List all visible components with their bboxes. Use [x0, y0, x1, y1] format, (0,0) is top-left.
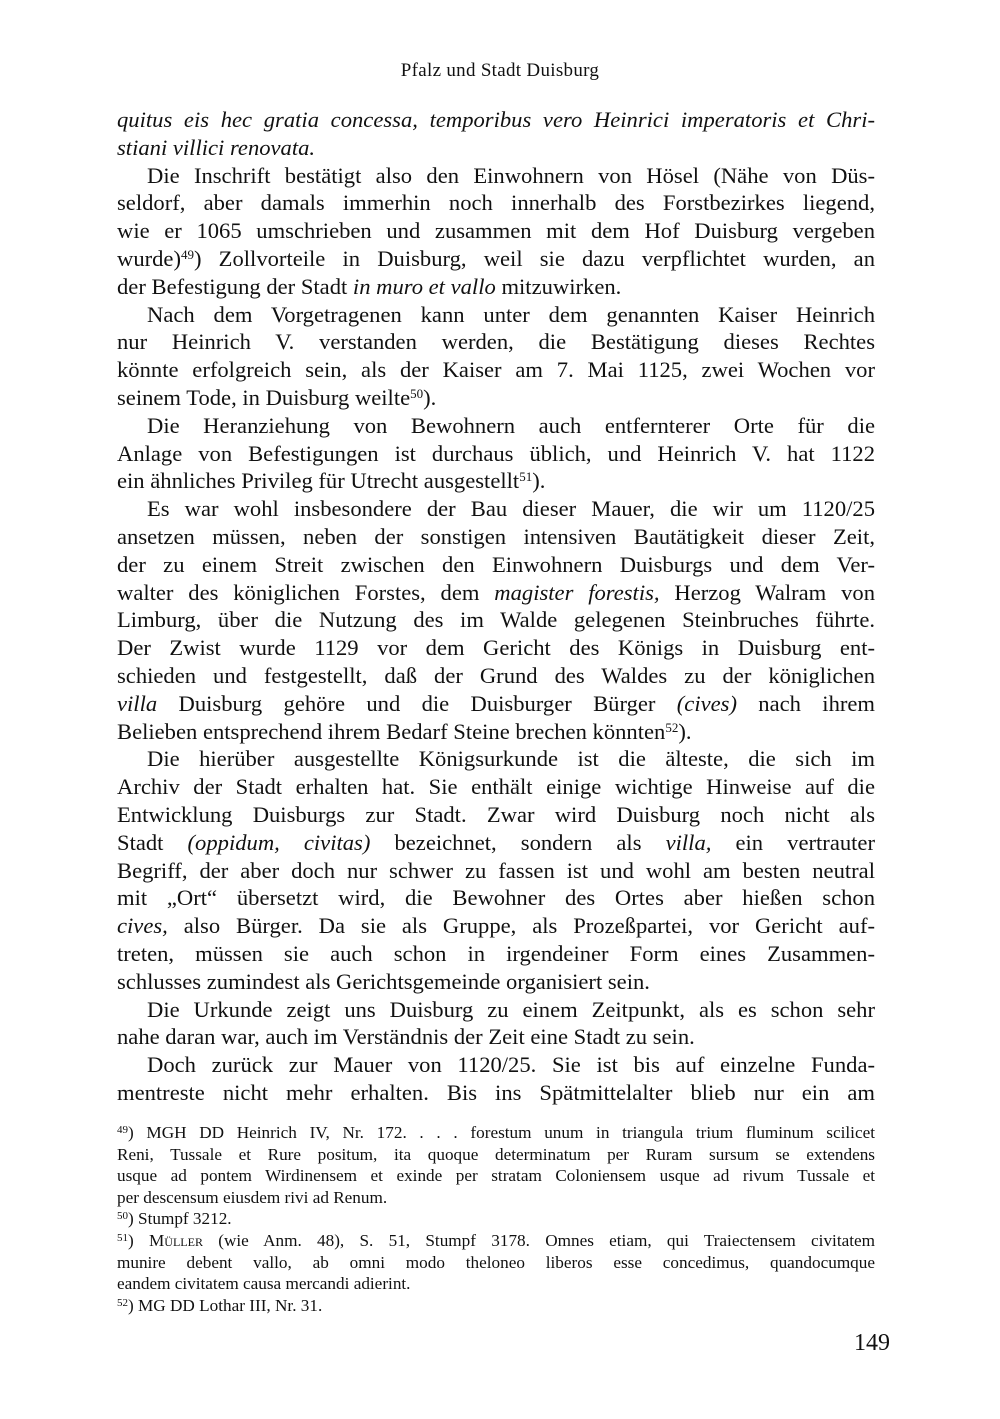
latin-phrase: cives,: [117, 913, 168, 939]
footnote-ref-52: 52: [665, 719, 679, 735]
footnote-52: [117, 1295, 875, 1317]
footnote-50: [117, 1208, 875, 1230]
text-fragment: Duisburg gehöre und die Duisburger Bürger: [157, 690, 677, 716]
text-fragment: ) Zollvorteile in Duisburg, weil sie dazu verpflichtet wurden, an: [194, 245, 875, 271]
text-fragment: Herzog Walram von: [659, 579, 875, 605]
text-line: [117, 718, 875, 746]
text-fragment: ein ähnliches Privileg für Utrecht ausgestellt: [117, 468, 520, 494]
text-line: nur Heinrich V. verstanden werden, die Bestätigung dieses Rechtes: [117, 329, 875, 355]
text-line: Der Zwist wurde 1129 vor dem Gericht des Königs in Duisburg ent-: [117, 635, 875, 661]
text-fragment: walter des königlichen Forstes, dem: [117, 579, 495, 605]
footnote-text: ) MGH DD Heinrich IV, Nr. 172. . . . forestum unum in triangula trium fluminum scilicet: [128, 1123, 875, 1142]
text-fragment: bezeichnet, sondern als: [370, 829, 666, 855]
footnotes: [117, 1122, 875, 1316]
text-fragment: also Bürger. Da sie als Gruppe, als Prozeßpartei, vor Gericht auf-: [167, 913, 875, 939]
text-line: stiani villici renovata.: [117, 134, 316, 160]
text-line: schieden und festgestellt, daß der Grund des Waldes zu der königlichen: [117, 662, 875, 688]
text-line: Archiv der Stadt erhalten hat. Sie enthält einige wichtige Hinweise auf die: [117, 774, 875, 800]
text-line: [117, 384, 875, 412]
text-line: Die Inschrift bestätigt also den Einwohnern von Hösel (Nähe von Düs-: [147, 162, 875, 188]
text-line: [117, 579, 875, 607]
text-line: Anlage von Befestigungen ist durchaus üblich, und Heinrich V. hat 1122: [117, 440, 875, 466]
text-fragment: ein vertrauter: [711, 829, 875, 855]
text-line: Nach dem Vorgetragenen kann unter dem genannten Kaiser Heinrich: [147, 301, 875, 327]
latin-phrase: (cives): [676, 690, 737, 716]
footnote-text: (wie Anm. 48), S. 51, Stumpf 3178. Omnes etiam, qui Traiectensem civitatem: [202, 1230, 875, 1250]
text-line: der zu einem Streit zwischen den Einwohnern Duisburgs und dem Ver-: [117, 551, 875, 577]
text-fragment: der Befestigung der Stadt: [117, 273, 353, 299]
footnote-number: 52: [117, 1296, 128, 1309]
footnote-line: munire debent vallo, ab omni modo theloneo liberos esse concedimus, quandocumque: [117, 1252, 875, 1272]
text-line: könnte erfolgreich sein, als der Kaiser am 7. Mai 1125, zwei Wochen vor: [117, 357, 875, 383]
text-fragment: wurde): [117, 245, 181, 271]
text-line: [117, 467, 875, 495]
text-line: mentreste nicht mehr erhalten. Bis ins Spätmittelalter blieb nur ein am: [117, 1079, 875, 1105]
text-line: Es war wohl insbesondere der Bau dieser Mauer, die wir um 1120/25: [147, 496, 875, 522]
text-line: Die Heranziehung von Bewohnern auch entfernterer Orte für die: [147, 412, 875, 438]
text-fragment: ).: [532, 468, 546, 494]
latin-phrase: in muro et vallo: [352, 273, 496, 299]
text-fragment: Belieben entsprechend ihrem Bedarf Steine brechen könnten: [117, 718, 666, 744]
text-line: Limburg, über die Nutzung des im Walde gelegenen Steinbruches führte.: [117, 607, 875, 633]
footnote-text: ) MG DD Lothar III, Nr. 31.: [128, 1295, 323, 1315]
text-line: treten, müssen sie auch schon in irgendeiner Form eines Zusammen-: [117, 940, 875, 966]
text-line: Die Urkunde zeigt uns Duisburg zu einem Zeitpunkt, als es schon sehr: [147, 996, 875, 1022]
footnote-number: 50: [117, 1210, 128, 1223]
main-text: [117, 106, 875, 1107]
text-line: Doch zurück zur Mauer von 1120/25. Sie ist bis auf einzelne Funda-: [147, 1052, 875, 1078]
latin-phrase: magister forestis,: [494, 579, 660, 605]
text-line: ansetzen müssen, neben der sonstigen intensiven Bautätigkeit dieser Zeit,: [117, 523, 875, 549]
text-line: Entwicklung Duisburgs zur Stadt. Zwar wird Duisburg noch nicht als: [117, 801, 875, 827]
page-number: 149: [854, 1330, 890, 1356]
text-fragment: ).: [678, 718, 692, 744]
latin-phrase: (oppidum, civitas): [187, 829, 371, 855]
text-line: [117, 273, 875, 301]
footnote-ref-49: 49: [181, 246, 194, 262]
text-fragment: seinem Tode, in Duisburg weilte: [117, 384, 411, 410]
text-fragment: ).: [423, 384, 437, 410]
text-line: schlusses zumindest als Gerichtsgemeinde organisiert sein.: [117, 968, 650, 994]
footnote-line: Reni, Tussale et Rure positum, ita quoque determinatum per Ruram sursum se extendens: [117, 1144, 875, 1164]
footnote-author: Müller: [149, 1230, 203, 1250]
footnote-49: [117, 1122, 875, 1144]
text-line: seldorf, aber damals immerhin noch innerhalb des Forstbezirkes liegend,: [117, 190, 875, 216]
running-title: Pfalz und Stadt Duisburg: [400, 60, 600, 81]
text-line: [117, 912, 875, 940]
text-line: [117, 245, 875, 273]
text-line: Begriff, der aber doch nur schwer zu fassen ist und wohl am besten neutral: [117, 857, 875, 883]
text-fragment: mitzuwirken.: [495, 273, 622, 299]
text-line: [117, 690, 875, 718]
text-fragment: Stadt: [117, 829, 188, 855]
text-line: Die hierüber ausgestellte Königsurkunde ist die älteste, die sich im: [147, 746, 875, 772]
latin-phrase: villa: [117, 690, 158, 716]
footnote-text: ) Stumpf 3212.: [128, 1209, 232, 1229]
footnote-51: $^{51}$) Müller (wie Anm. 48), S. 51, Stumpf 3178. Omnes etiam, qui Traiectensem civitatem: [117, 1230, 875, 1250]
text-line: mit „Ort“ übersetzt wird, die Bewohner des Ortes aber hießen schon: [117, 885, 875, 911]
footnote-number: 51: [117, 1231, 128, 1244]
text-line: quitus eis hec gratia concessa, temporibus vero Heinrici imperatoris et Chri-: [117, 107, 875, 132]
text-fragment: nach ihrem: [736, 690, 875, 716]
footnote-ref-50: 50: [410, 385, 424, 401]
text-line: wie er 1065 umschrieben und zusammen mit dem Hof Duisburg vergeben: [117, 218, 875, 244]
text-line: [117, 829, 875, 857]
footnote-ref-51: 51: [519, 469, 533, 485]
text-line: nahe daran war, auch im Verständnis der Zeit eine Stadt zu sein.: [117, 1024, 695, 1050]
footnote-line: eandem civitatem causa mercandi adierint.: [117, 1274, 411, 1294]
footnote-line: usque ad pontem Wirdinensem et exinde per stratam Coloniensem usque ad rivum Tussale et: [117, 1166, 875, 1186]
footnote-number: 49: [117, 1124, 128, 1136]
latin-phrase: villa,: [665, 829, 712, 855]
footnote-line: per descensum eiusdem rivi ad Renum.: [117, 1187, 388, 1207]
